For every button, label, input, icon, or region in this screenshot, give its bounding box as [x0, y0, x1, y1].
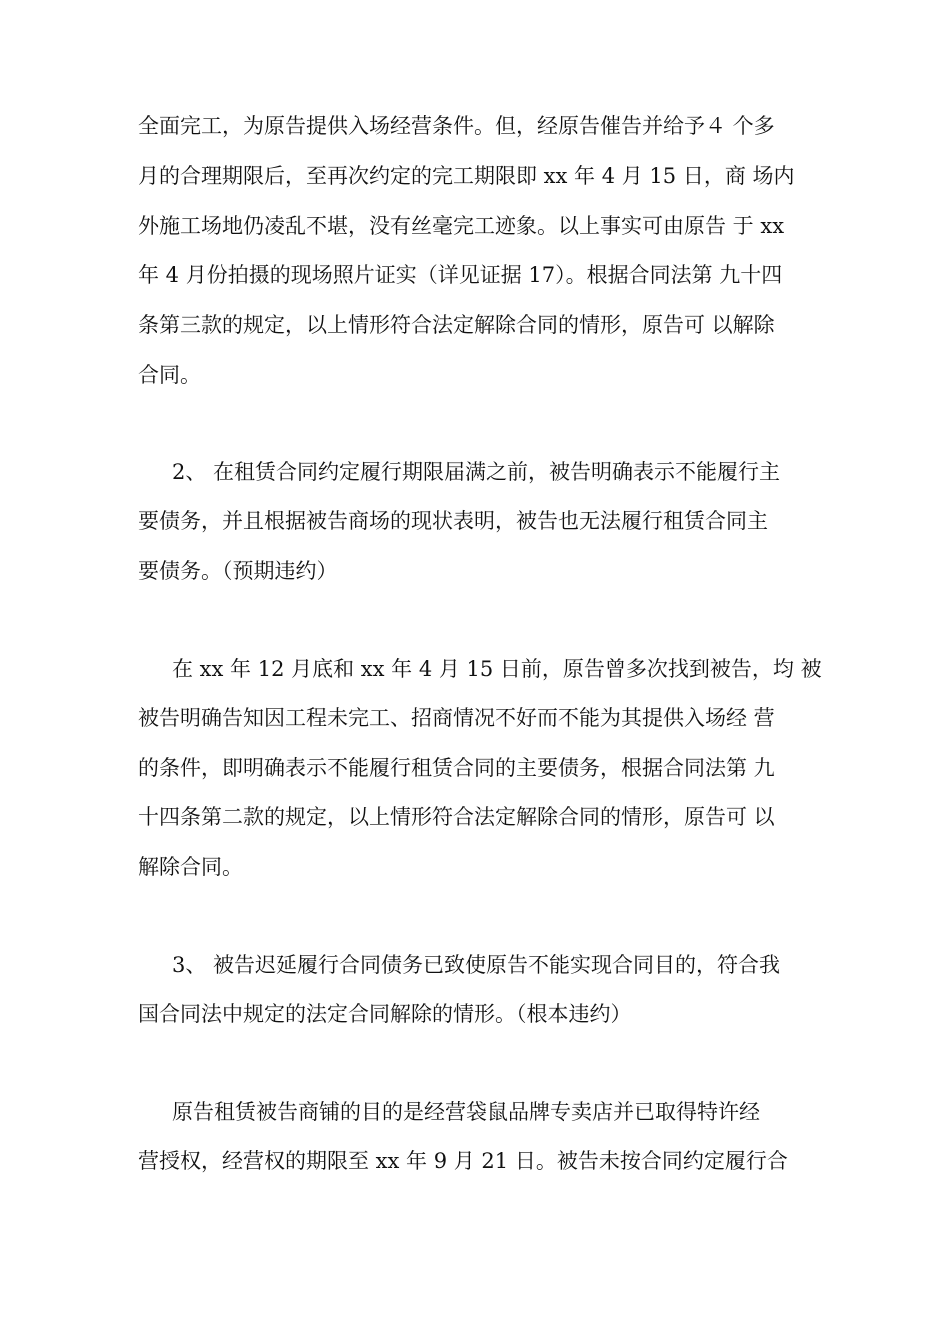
text-line: 合同。: [138, 363, 201, 387]
text-line: 年 4 月份拍摄的现场照片证实（详见证据 17）。根据合同法第 九十四: [138, 263, 783, 287]
text-line: 月的合理期限后，至再次约定的完工期限即 xx 年 4 月 15 日，商 场内: [138, 164, 795, 188]
text-line: 国合同法中规定的法定合同解除的情形。（根本违约）: [138, 1002, 632, 1026]
text-line: 要债务，并且根据被告商场的现状表明，被告也无法履行租赁合同主: [138, 509, 768, 533]
text-line: 3、 被告迟延履行合同债务已致使原告不能实现合同目的，符合我: [172, 953, 781, 977]
text-line: 条第三款的规定，以上情形符合法定解除合同的情形，原告可 以解除: [138, 313, 775, 337]
text-line: 解除合同。: [138, 855, 243, 879]
text-line: 2、 在租赁合同约定履行期限届满之前，被告明确表示不能履行主: [172, 460, 781, 484]
text-line: 的条件，即明确表示不能履行租赁合同的主要债务，根据合同法第 九: [138, 756, 775, 780]
text-line: 营授权，经营权的期限至 xx 年 9 月 21 日。被告未按合同约定履行合: [138, 1149, 788, 1173]
text-line: 被告明确告知因工程未完工、招商情况不好而不能为其提供入场经 营: [138, 706, 775, 730]
text-line: 全面完工，为原告提供入场经营条件。但，经原告催告并给予４ 个多: [138, 114, 775, 138]
text-line: 要债务。（预期违约）: [138, 559, 338, 583]
text-line: 原告租赁被告商铺的目的是经营袋鼠品牌专卖店并已取得特许经: [172, 1100, 760, 1124]
text-line: 外施工场地仍凌乱不堪，没有丝毫完工迹象。以上事实可由原告 于 xx: [138, 214, 785, 238]
text-line: 在 xx 年 12 月底和 xx 年 4 月 15 日前，原告曾多次找到被告，均 被: [172, 657, 822, 681]
text-line: 十四条第二款的规定，以上情形符合法定解除合同的情形，原告可 以: [138, 805, 775, 829]
